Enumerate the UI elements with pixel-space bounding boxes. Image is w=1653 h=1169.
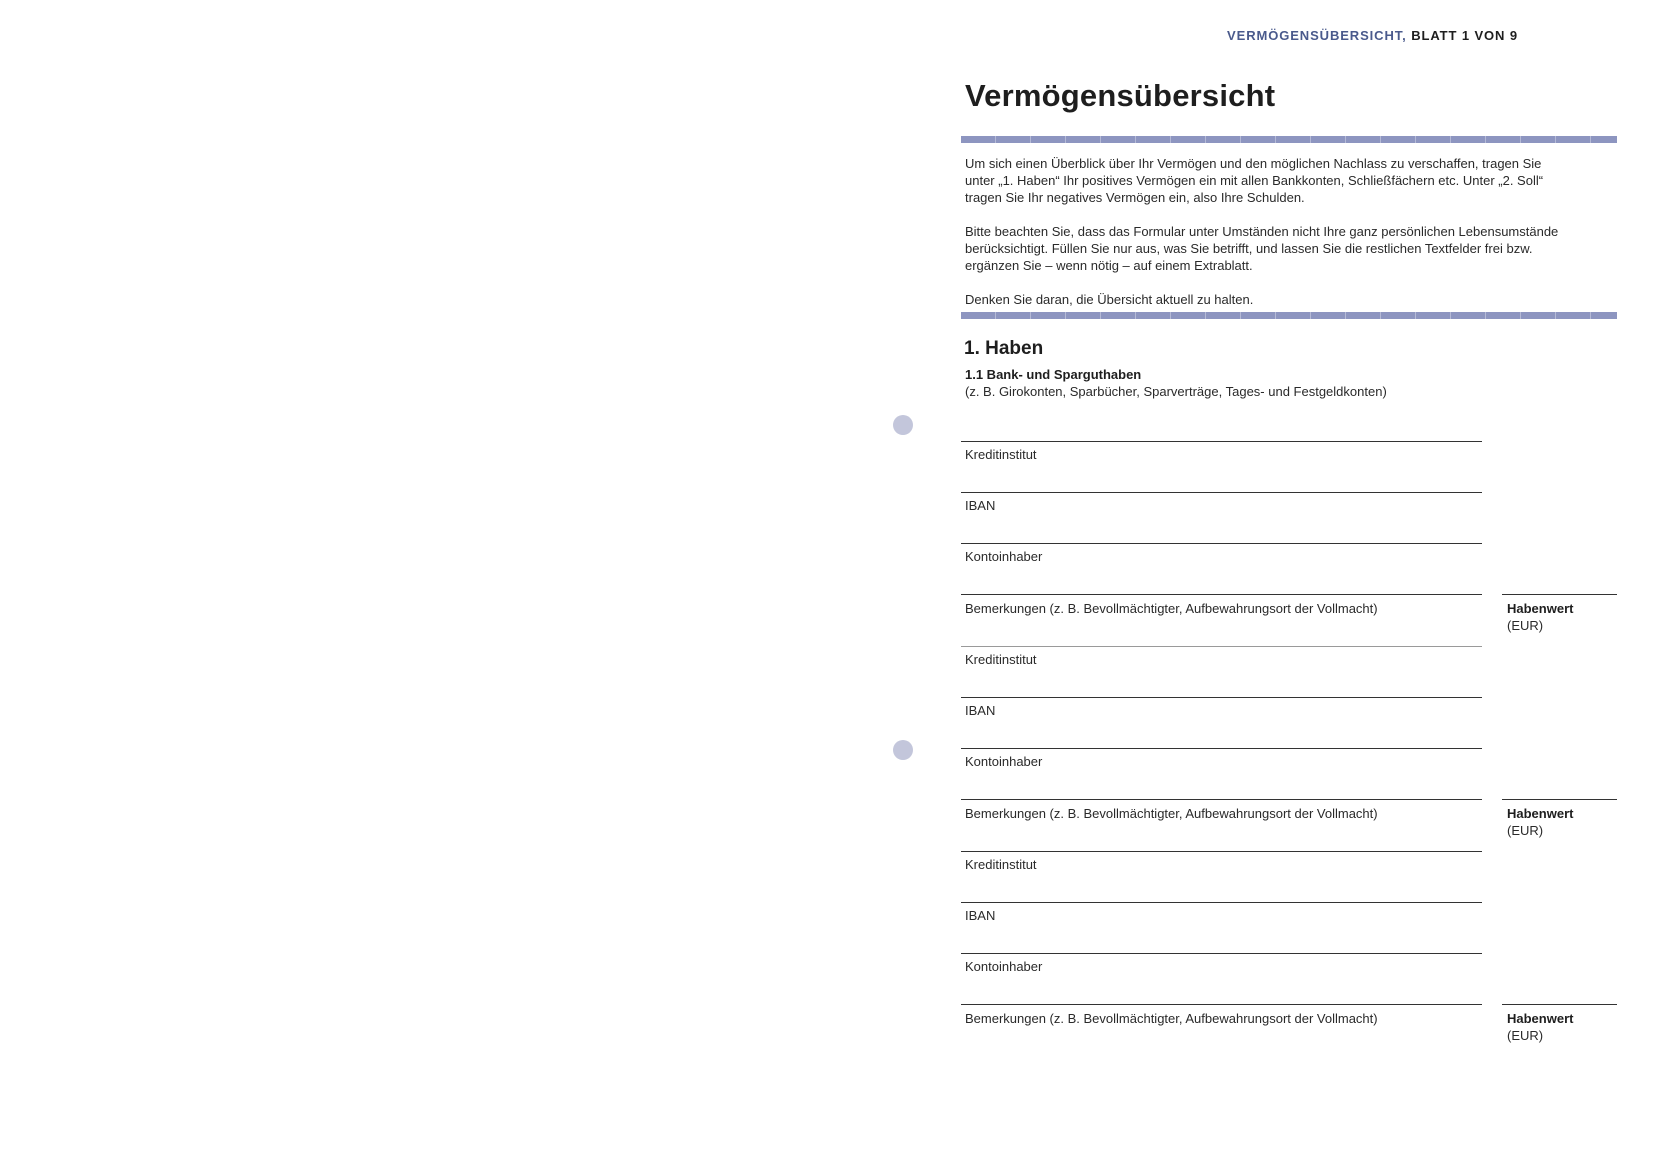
intro-text <box>965 155 1565 308</box>
intro-paragraph: Bitte beachten Sie, dass das Formular unter Umständen nicht Ihre ganz persönlichen Lebensumstände berücksichtigt. Füllen Sie nur aus, was Sie betrifft, und lassen Sie die restlichen Textfelder frei bzw. ergänzen Sie – wenn nötig – auf einem Extrablatt. <box>965 224 1559 273</box>
iban-field[interactable] <box>961 902 1482 903</box>
holder-field[interactable] <box>961 748 1482 749</box>
value-unit: (EUR) <box>1507 618 1544 633</box>
page-title: Vermögensübersicht <box>965 78 1276 113</box>
value-title: Habenwert <box>1507 806 1574 821</box>
holder-field[interactable] <box>961 953 1482 954</box>
subsection-title: 1.1 Bank- und Sparguthaben <box>965 367 1142 382</box>
iban-field[interactable] <box>961 697 1482 698</box>
iban-label: IBAN <box>965 498 996 513</box>
divider-top <box>961 136 1617 143</box>
section-title: 1. Haben <box>964 338 1044 359</box>
subsection-note: (z. B. Girokonten, Sparbücher, Sparverträge, Tages- und Festgeldkonten) <box>965 384 1387 399</box>
value-unit: (EUR) <box>1507 823 1544 838</box>
remarks-label: Bemerkungen (z. B. Bevollmächtigter, Aufbewahrungsort der Vollmacht) <box>965 806 1378 821</box>
remarks-field[interactable] <box>961 594 1482 595</box>
holder-label: Kontoinhaber <box>965 549 1043 564</box>
holder-label: Kontoinhaber <box>965 754 1043 769</box>
value-title: Habenwert <box>1507 1011 1574 1026</box>
intro-paragraph: Denken Sie daran, die Übersicht aktuell zu halten. <box>965 292 1254 307</box>
remarks-field[interactable] <box>961 799 1482 800</box>
value-label <box>1507 805 1573 839</box>
value-label <box>1507 1010 1573 1044</box>
value-title: Habenwert <box>1507 601 1574 616</box>
holder-label: Kontoinhaber <box>965 959 1043 974</box>
iban-label: IBAN <box>965 908 996 923</box>
institution-label: Kreditinstitut <box>965 857 1037 872</box>
institution-field[interactable] <box>961 646 1482 647</box>
institution-label: Kreditinstitut <box>965 652 1037 667</box>
institution-field[interactable] <box>961 851 1482 852</box>
value-field[interactable] <box>1502 594 1617 595</box>
header-sheet-number: BLATT 1 VON 9 <box>1411 28 1518 43</box>
intro-paragraph: Um sich einen Überblick über Ihr Vermögen und den möglichen Nachlass zu verschaffen, tragen Sie unter „1. Haben“ Ihr positives Vermögen ein mit allen Bankkonten, Schließfächern etc. Unter „2. Soll“ tragen Sie Ihr negatives Vermögen ein, also Ihre Schulden. <box>965 156 1544 205</box>
value-field[interactable] <box>1502 799 1617 800</box>
institution-field[interactable] <box>961 441 1482 442</box>
remarks-field[interactable] <box>961 1004 1482 1005</box>
institution-label: Kreditinstitut <box>965 447 1037 462</box>
remarks-label: Bemerkungen (z. B. Bevollmächtigter, Aufbewahrungsort der Vollmacht) <box>965 601 1378 616</box>
punch-hole-mark <box>893 740 913 760</box>
value-field[interactable] <box>1502 1004 1617 1005</box>
divider-bottom <box>961 312 1617 319</box>
value-label <box>1507 600 1573 634</box>
punch-hole-mark <box>893 415 913 435</box>
holder-field[interactable] <box>961 543 1482 544</box>
remarks-label: Bemerkungen (z. B. Bevollmächtigter, Aufbewahrungsort der Vollmacht) <box>965 1011 1378 1026</box>
value-unit: (EUR) <box>1507 1028 1544 1043</box>
iban-label: IBAN <box>965 703 996 718</box>
header-section: VERMÖGENSÜBERSICHT, <box>1227 28 1407 43</box>
iban-field[interactable] <box>961 492 1482 493</box>
sheet-header <box>1227 28 1518 43</box>
